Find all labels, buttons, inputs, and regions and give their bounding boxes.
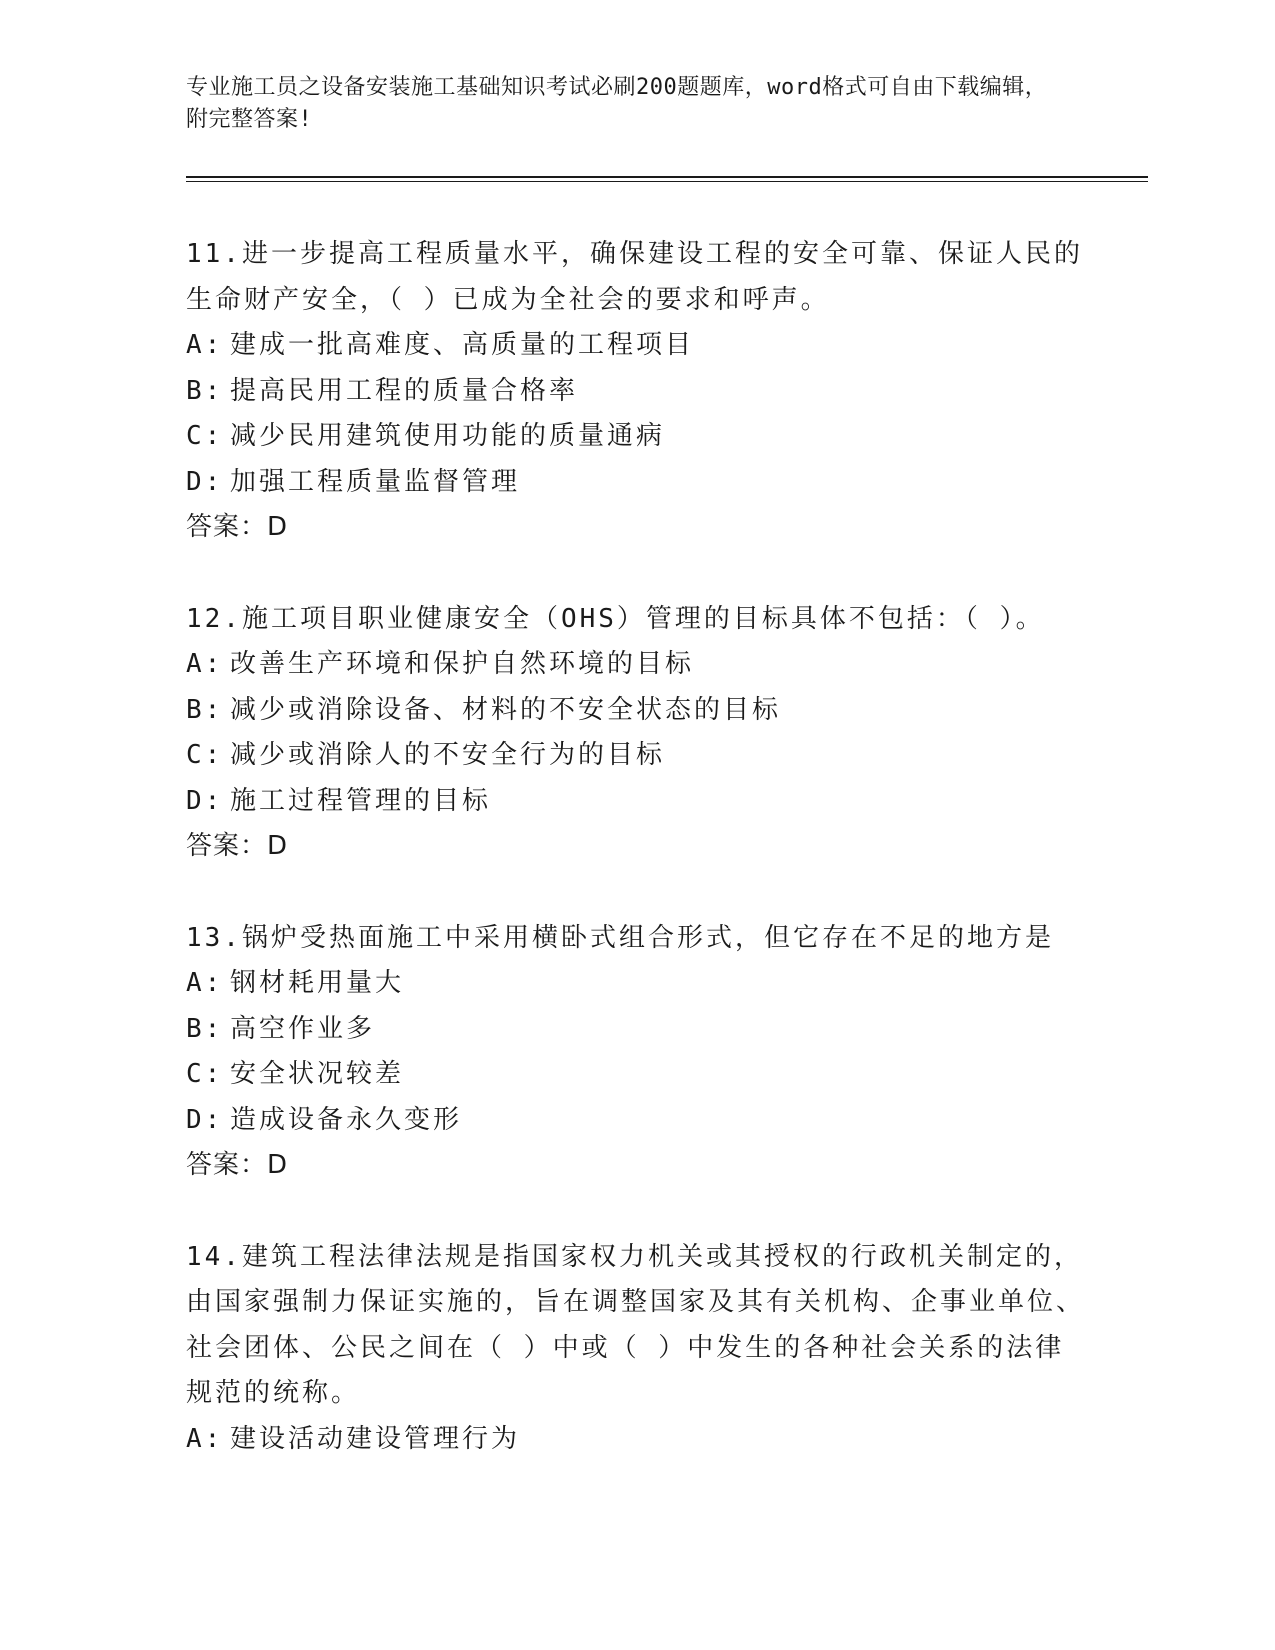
option-letter: C: [186,740,224,770]
answer-line: 答案：D [186,1150,289,1180]
option-letter: B: [186,1013,224,1044]
option-text: 施工过程管理的目标 [230,785,492,816]
question-13 [186,916,1086,1189]
option-a [186,642,1086,688]
option-text: 减少或消除设备、材料的不安全状态的目标 [230,694,782,725]
option-letter: D: [186,1104,224,1135]
option-text: 钢材耗用量大 [230,968,405,998]
header-rule-thin [186,181,1148,182]
answer-line: 答案：D [186,831,289,861]
question-stem: 14.建筑工程法律法规是指国家权力机关或其授权的行政机关制定的，由国家强制力保证实施的，旨在调整国家及其有关机构、企事业单位、社会团体、公民之间在（ ）中或（ ）中发生的各种社会关系的法律规范的统称。 [186,1241,1086,1408]
question-stem: 12.施工项目职业健康安全（OHS）管理的目标具体不包括：（ ）。 [186,603,1045,634]
option-b [186,688,1086,734]
option-text: 建设活动建设管理行为 [230,1423,521,1454]
option-b [186,369,1086,415]
option-a [186,1417,1086,1463]
option-text: 改善生产环境和保护自然环境的目标 [230,649,695,679]
option-b [186,1007,1086,1053]
option-c [186,1052,1086,1098]
option-text: 高空作业多 [230,1013,376,1044]
document-header: 专业施工员之设备安装施工基础知识考试必刷200题题库，word格式可自由下载编辑，附完整答案! [186,75,1048,132]
option-a [186,323,1086,369]
option-letter: D: [186,785,224,816]
option-text: 加强工程质量监督管理 [230,466,521,497]
option-letter: D: [186,466,224,497]
option-letter: A: [186,649,224,679]
header-rule [186,176,1148,178]
option-letter: C: [186,1059,224,1089]
option-letter: C: [186,421,224,451]
question-stem: 13.锅炉受热面施工中采用横卧式组合形式，但它存在不足的地方是 [186,922,1054,953]
option-letter: B: [186,375,224,406]
option-d [186,779,1086,825]
option-c [186,414,1086,460]
option-letter: A: [186,968,224,998]
option-letter: A: [186,330,224,360]
option-text: 建成一批高难度、高质量的工程项目 [230,330,695,360]
option-a [186,961,1086,1007]
option-text: 安全状况较差 [230,1059,405,1089]
questions-list [186,232,1086,1508]
question-stem: 11.进一步提高工程质量水平，确保建设工程的安全可靠、保证人民的生命财产安全，（ ）已成为全社会的要求和呼声。 [186,239,1083,315]
option-c [186,733,1086,779]
option-text: 提高民用工程的质量合格率 [230,375,579,406]
option-text: 减少或消除人的不安全行为的目标 [230,740,666,770]
option-d [186,460,1086,506]
question-12 [186,597,1086,870]
option-text: 减少民用建筑使用功能的质量通病 [230,421,666,451]
option-d [186,1098,1086,1144]
question-11 [186,232,1086,551]
question-14 [186,1235,1086,1463]
option-letter: B: [186,694,224,725]
option-text: 造成设备永久变形 [230,1104,463,1135]
option-letter: A: [186,1423,224,1454]
answer-line: 答案：D [186,512,289,542]
